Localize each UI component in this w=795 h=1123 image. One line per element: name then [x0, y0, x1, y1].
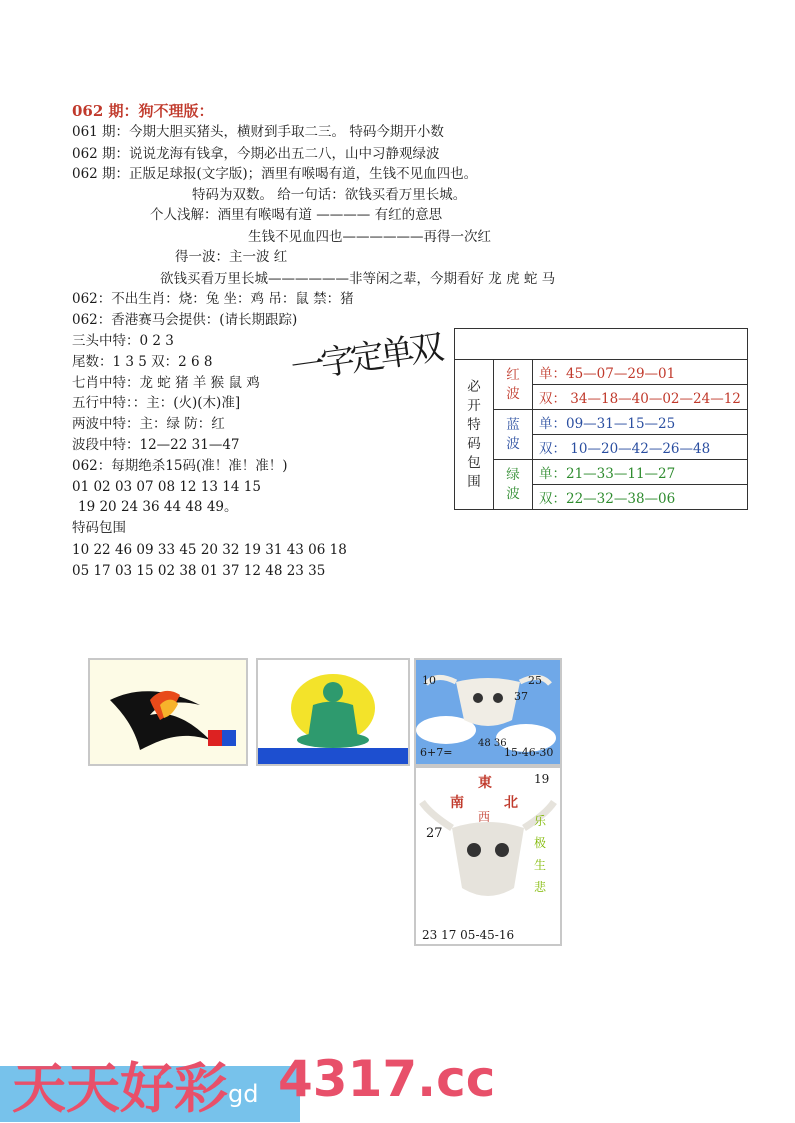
compass-skull-image — [414, 766, 562, 946]
text-line: 两波中特：主：绿 防：红 — [72, 416, 225, 432]
skull-number: 23 17 05-45-16 — [422, 928, 515, 942]
text-line: 062：不出生肖：烧：兔 坐：鸡 吊：鼠 禁：猪 — [72, 291, 354, 307]
table-header — [455, 329, 748, 360]
skull-number: 25 — [528, 674, 542, 687]
text-line: 特码包围 — [72, 520, 126, 536]
table-row: 单：45—07—29—01 — [533, 360, 748, 385]
text-line: 得一波：主一波 红 — [175, 249, 288, 265]
wave-blue: 蓝 波 — [494, 410, 533, 460]
skull-number: 10 — [422, 674, 436, 687]
skull-number: 37 — [514, 690, 528, 703]
buddha-icon — [258, 660, 408, 764]
skull-number: 27 — [426, 826, 443, 841]
text-line: 个人浅解：酒里有喉喝有道 ———— 有红的意思 — [150, 207, 443, 223]
footer-brand: 天天好彩 — [12, 1057, 228, 1120]
wave-red: 红 波 — [494, 360, 533, 410]
text-line: 七肖中特：龙 蛇 猪 羊 猴 鼠 鸡 — [72, 375, 260, 391]
text-line: 19 20 24 36 44 48 49。 — [78, 499, 238, 515]
skull-number: 6+7= — [420, 746, 453, 759]
text-line: 特码为双数。 给一句话：欲钱买看万里长城。 — [192, 187, 467, 203]
page-title: 062 期：狗不理版： — [72, 102, 214, 120]
flame-logo-image — [88, 658, 248, 766]
wave-table — [454, 328, 748, 510]
text-line: 尾数：1 3 5 双：2 6 8 — [72, 354, 213, 370]
wave-green: 绿 波 — [494, 460, 533, 510]
compass-label: 東 — [478, 775, 492, 791]
compass-label: 北 — [504, 795, 518, 811]
table-row: 单：09—31—15—25 — [533, 410, 748, 435]
compass-label: 南 — [450, 795, 464, 811]
side-phrase: 乐 极 生 悲 — [534, 814, 547, 894]
handwriting-label: 一字定单双 — [288, 327, 443, 389]
table-row: 双： 10—20—42—26—48 — [533, 435, 748, 460]
footer-number: 4317.cc — [278, 1050, 496, 1108]
text-line: 生钱不见血四也——————再得一次红 — [248, 229, 491, 245]
text-line: 062 期：正版足球报(文字版)；酒里有喉喝有道，生钱不见血四也。 — [72, 166, 478, 182]
text-line: 062：香港赛马会提供：(请长期跟踪) — [72, 312, 298, 328]
footer-banner — [0, 1040, 795, 1122]
text-line: 062 期：说说龙海有钱拿，今期必出五二八，山中习静观绿波 — [72, 146, 440, 162]
flame-icon — [90, 660, 246, 764]
table-row: 单：21—33—11—27 — [533, 460, 748, 485]
table-row: 双： 34—18—40—02—24—12 — [533, 385, 748, 410]
text-line: 三头中特：0 2 3 — [72, 333, 174, 349]
buddha-image — [256, 658, 410, 766]
text-line: 10 22 46 09 33 45 20 32 19 31 43 06 18 — [72, 542, 347, 558]
text-line: 05 17 03 15 02 38 01 37 12 48 23 35 — [72, 563, 326, 579]
text-line: 波段中特：12—22 31—47 — [72, 437, 240, 453]
table-side-label: 必 开 特 码 包 围 — [455, 360, 494, 510]
skull-number: 15-46-30 — [504, 746, 554, 759]
bull-skull-image — [414, 658, 562, 766]
compass-label: 西 — [478, 810, 491, 824]
footer-watermark: gd — [228, 1080, 259, 1108]
text-line: 欲钱买看万里长城——————非等闲之辈，今期看好 龙 虎 蛇 马 — [160, 271, 556, 287]
text-line: 061 期：今期大胆买猪头，横财到手取二三。 特码今期开小数 — [72, 124, 444, 140]
skull-number: 48 36 — [478, 738, 507, 749]
table-row: 双：22—32—38—06 — [533, 485, 748, 510]
skull-number: 19 — [534, 772, 550, 786]
text-line: 062：每期绝杀15码(准！准！准！) — [72, 458, 288, 474]
text-line: 01 02 03 07 08 12 13 14 15 — [72, 479, 261, 495]
text-line: 五行中特：：主：(火)(木)准] — [72, 395, 241, 411]
